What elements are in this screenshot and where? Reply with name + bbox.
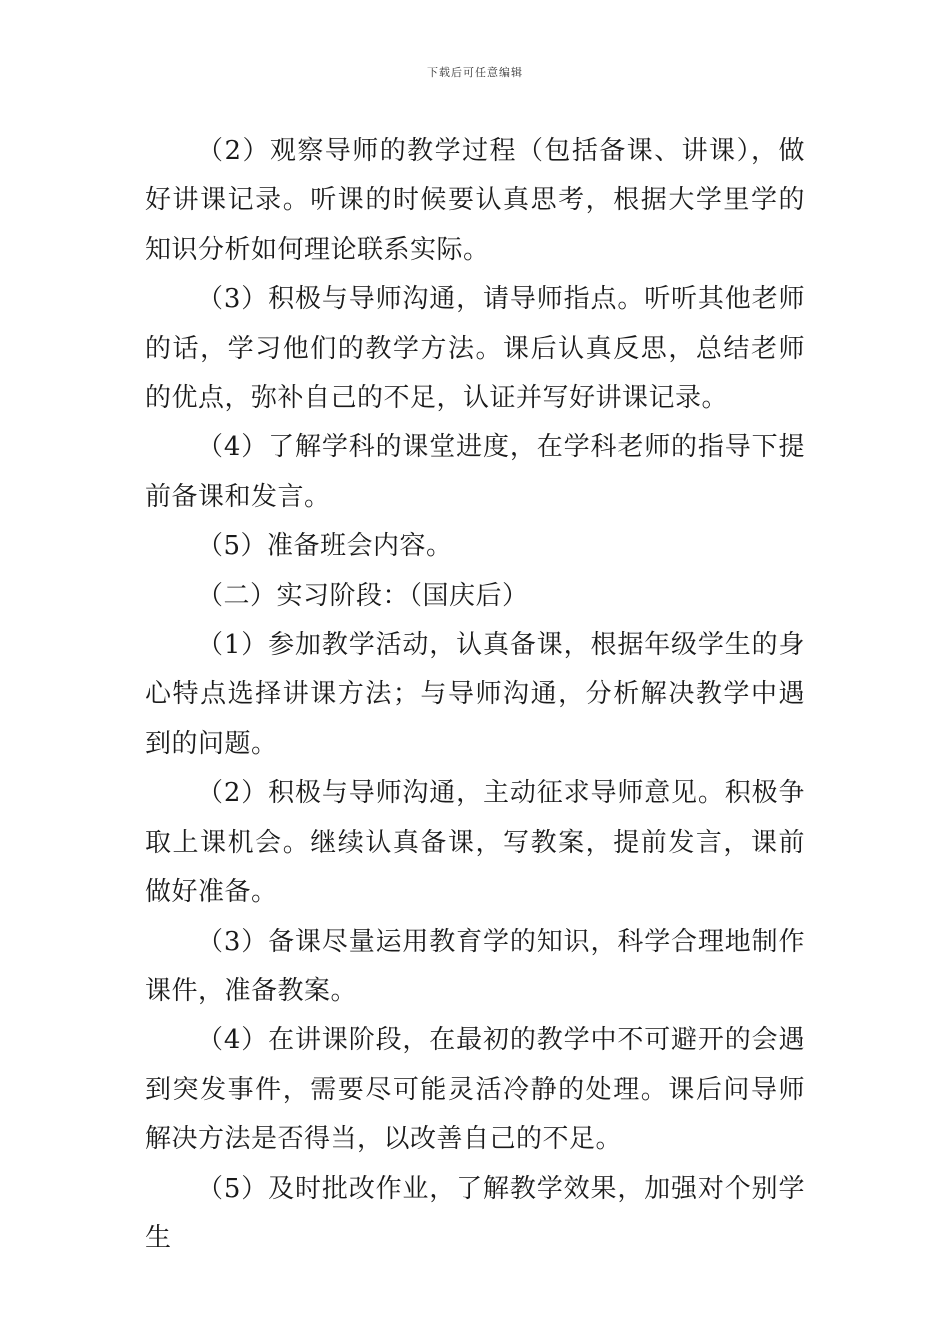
paragraph-lesson-prep: （3）备课尽量运用教育学的知识，科学合理地制作课件，准备教案。 <box>145 926 805 1006</box>
paragraph-class-meeting: （5）准备班会内容。 <box>197 531 453 562</box>
paragraph-grade-homework: （5）及时批改作业，了解教学效果，加强对个别学生 <box>145 1173 805 1253</box>
paragraph-teaching-activities: （1）参加教学活动，认真备课，根据年级学生的身心特点选择讲课方法；与导师沟通，分析解决教学中遇到的问题。 <box>145 630 805 759</box>
paragraph-handle-incidents: （4）在讲课阶段，在最初的教学中不可避开的会遇到突发事件，需要尽可能灵活冷静的处理。课后问导师解决方法是否得当，以改善自己的不足。 <box>145 1025 805 1155</box>
paragraph-communicate-mentor: （3）积极与导师沟通，请导师指点。听听其他老师的话，学习他们的教学方法。课后认真反思，总结老师的优点，弥补自己的不足，认证并写好讲课记录。 <box>145 284 805 414</box>
document-body <box>145 127 805 1263</box>
header-note: 下载后可任意编辑 <box>427 66 523 79</box>
paragraph-observe-teaching: （2）观察导师的教学过程（包括备课、讲课），做好讲课记录。听课的时候要认真思考，根据大学里学的知识分析如何理论联系实际。 <box>145 136 805 265</box>
paragraph-seek-advice: （2）积极与导师沟通，主动征求导师意见。积极争取上课机会。继续认真备课，写教案，提前发言，课前做好准备。 <box>145 778 805 908</box>
paragraph-course-progress: （4）了解学科的课堂进度，在学科老师的指导下提前备课和发言。 <box>145 432 805 512</box>
section-heading-internship-stage: （二）实习阶段：（国庆后） <box>197 580 529 611</box>
